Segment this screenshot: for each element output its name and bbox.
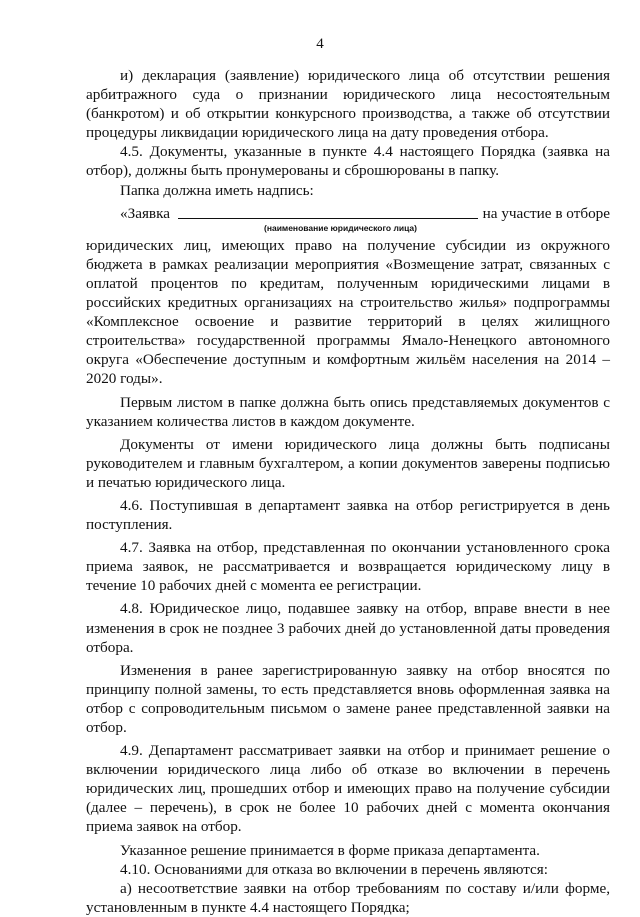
application-title-lead: «Заявка xyxy=(120,204,170,222)
paragraph-4-5: 4.5. Документы, указанные в пункте 4.4 настоящего Порядка (заявка на отбор), должны быть пронумерованы и сброшюрованы в папку. xyxy=(86,143,610,180)
paragraph-4-7: 4.7. Заявка на отбор, представленная по окончании установленного срока приема заявок, не рассматривается и возвращается юридическому лицу в течение 10 рабочих дней с момента ее регистрации. xyxy=(86,539,610,595)
document-body xyxy=(86,66,610,917)
page-number: 4 xyxy=(316,36,324,52)
paragraph-4-8: 4.8. Юридическое лицо, подавшее заявку на отбор, вправе внести в нее изменения в срок не позднее 3 рабочих дней до установленной даты проведения отбора. xyxy=(86,600,610,656)
paragraph-4-10: 4.10. Основаниями для отказа во включении в перечень являются: xyxy=(120,860,549,878)
paragraph-4-6: 4.6. Поступившая в департамент заявка на отбор регистрируется в день поступления. xyxy=(86,496,610,534)
paragraph-decision-form: Указанное решение принимается в форме приказа департамента. xyxy=(120,841,540,859)
paragraph-signatures: Документы от имени юридического лица должны быть подписаны руководителем и главным бухгалтером, а копии документов заверены подписью и печатью юридического лица. xyxy=(86,435,610,491)
application-title-line xyxy=(86,204,610,223)
applicant-name-caption: (наименование юридического лица) xyxy=(264,222,417,233)
paragraph-declaration: и) декларация (заявление) юридического лица об отсутствии решения арбитражного суда о признании юридического лица несостоятельным (банкротом) и об открытии конкурсного производства, а также об отсутствии процедуры ликвидации юридического лица на дату проведения отбора. xyxy=(86,67,610,142)
paragraph-folder-label: Папка должна иметь надпись: xyxy=(120,181,314,199)
paragraph-reason-a: а) несоответствие заявки на отбор требованиям по составу и/или форме, установленным в пункте 4.4 настоящего Порядка; xyxy=(86,879,610,916)
applicant-name-blank xyxy=(178,218,478,219)
application-title-trail: на участие в отборе xyxy=(482,204,610,222)
paragraph-changes: Изменения в ранее зарегистрированную заявку на отбор вносятся по принципу полной замены, то есть представляется вновь оформленная заявка на отбор с сопроводительным письмом о замене ранее представленной заявки на отбор. xyxy=(86,661,610,736)
paragraph-inventory: Первым листом в папке должна быть опись представляемых документов с указанием количества листов в каждом документе. xyxy=(86,393,610,430)
paragraph-application-title-continued: юридических лиц, имеющих право на получение субсидии из окружного бюджета в рамках реализации мероприятия «Возмещение затрат, связанных с оплатой процентов по кредитам, полученным юридическими лицами в российских кредитных организациях на строительство жилья» подпрограммы «Комплексное освоение и развитие территорий в целях жилищного строительства» государственной программы Ямало-Ненецкого автономного округа «Обеспечение доступным и комфортным жильём населения на 2014 – 2020 годы». xyxy=(86,236,610,388)
paragraph-4-9: 4.9. Департамент рассматривает заявки на отбор и принимает решение о включении юридического лица либо об отказе во включении в перечень юридических лиц, прошедших отбор и имеющих право на получение субсидии (далее – перечень), в срок не более 10 рабочих дней с момента окончания приема заявок на отбор. xyxy=(86,742,610,836)
